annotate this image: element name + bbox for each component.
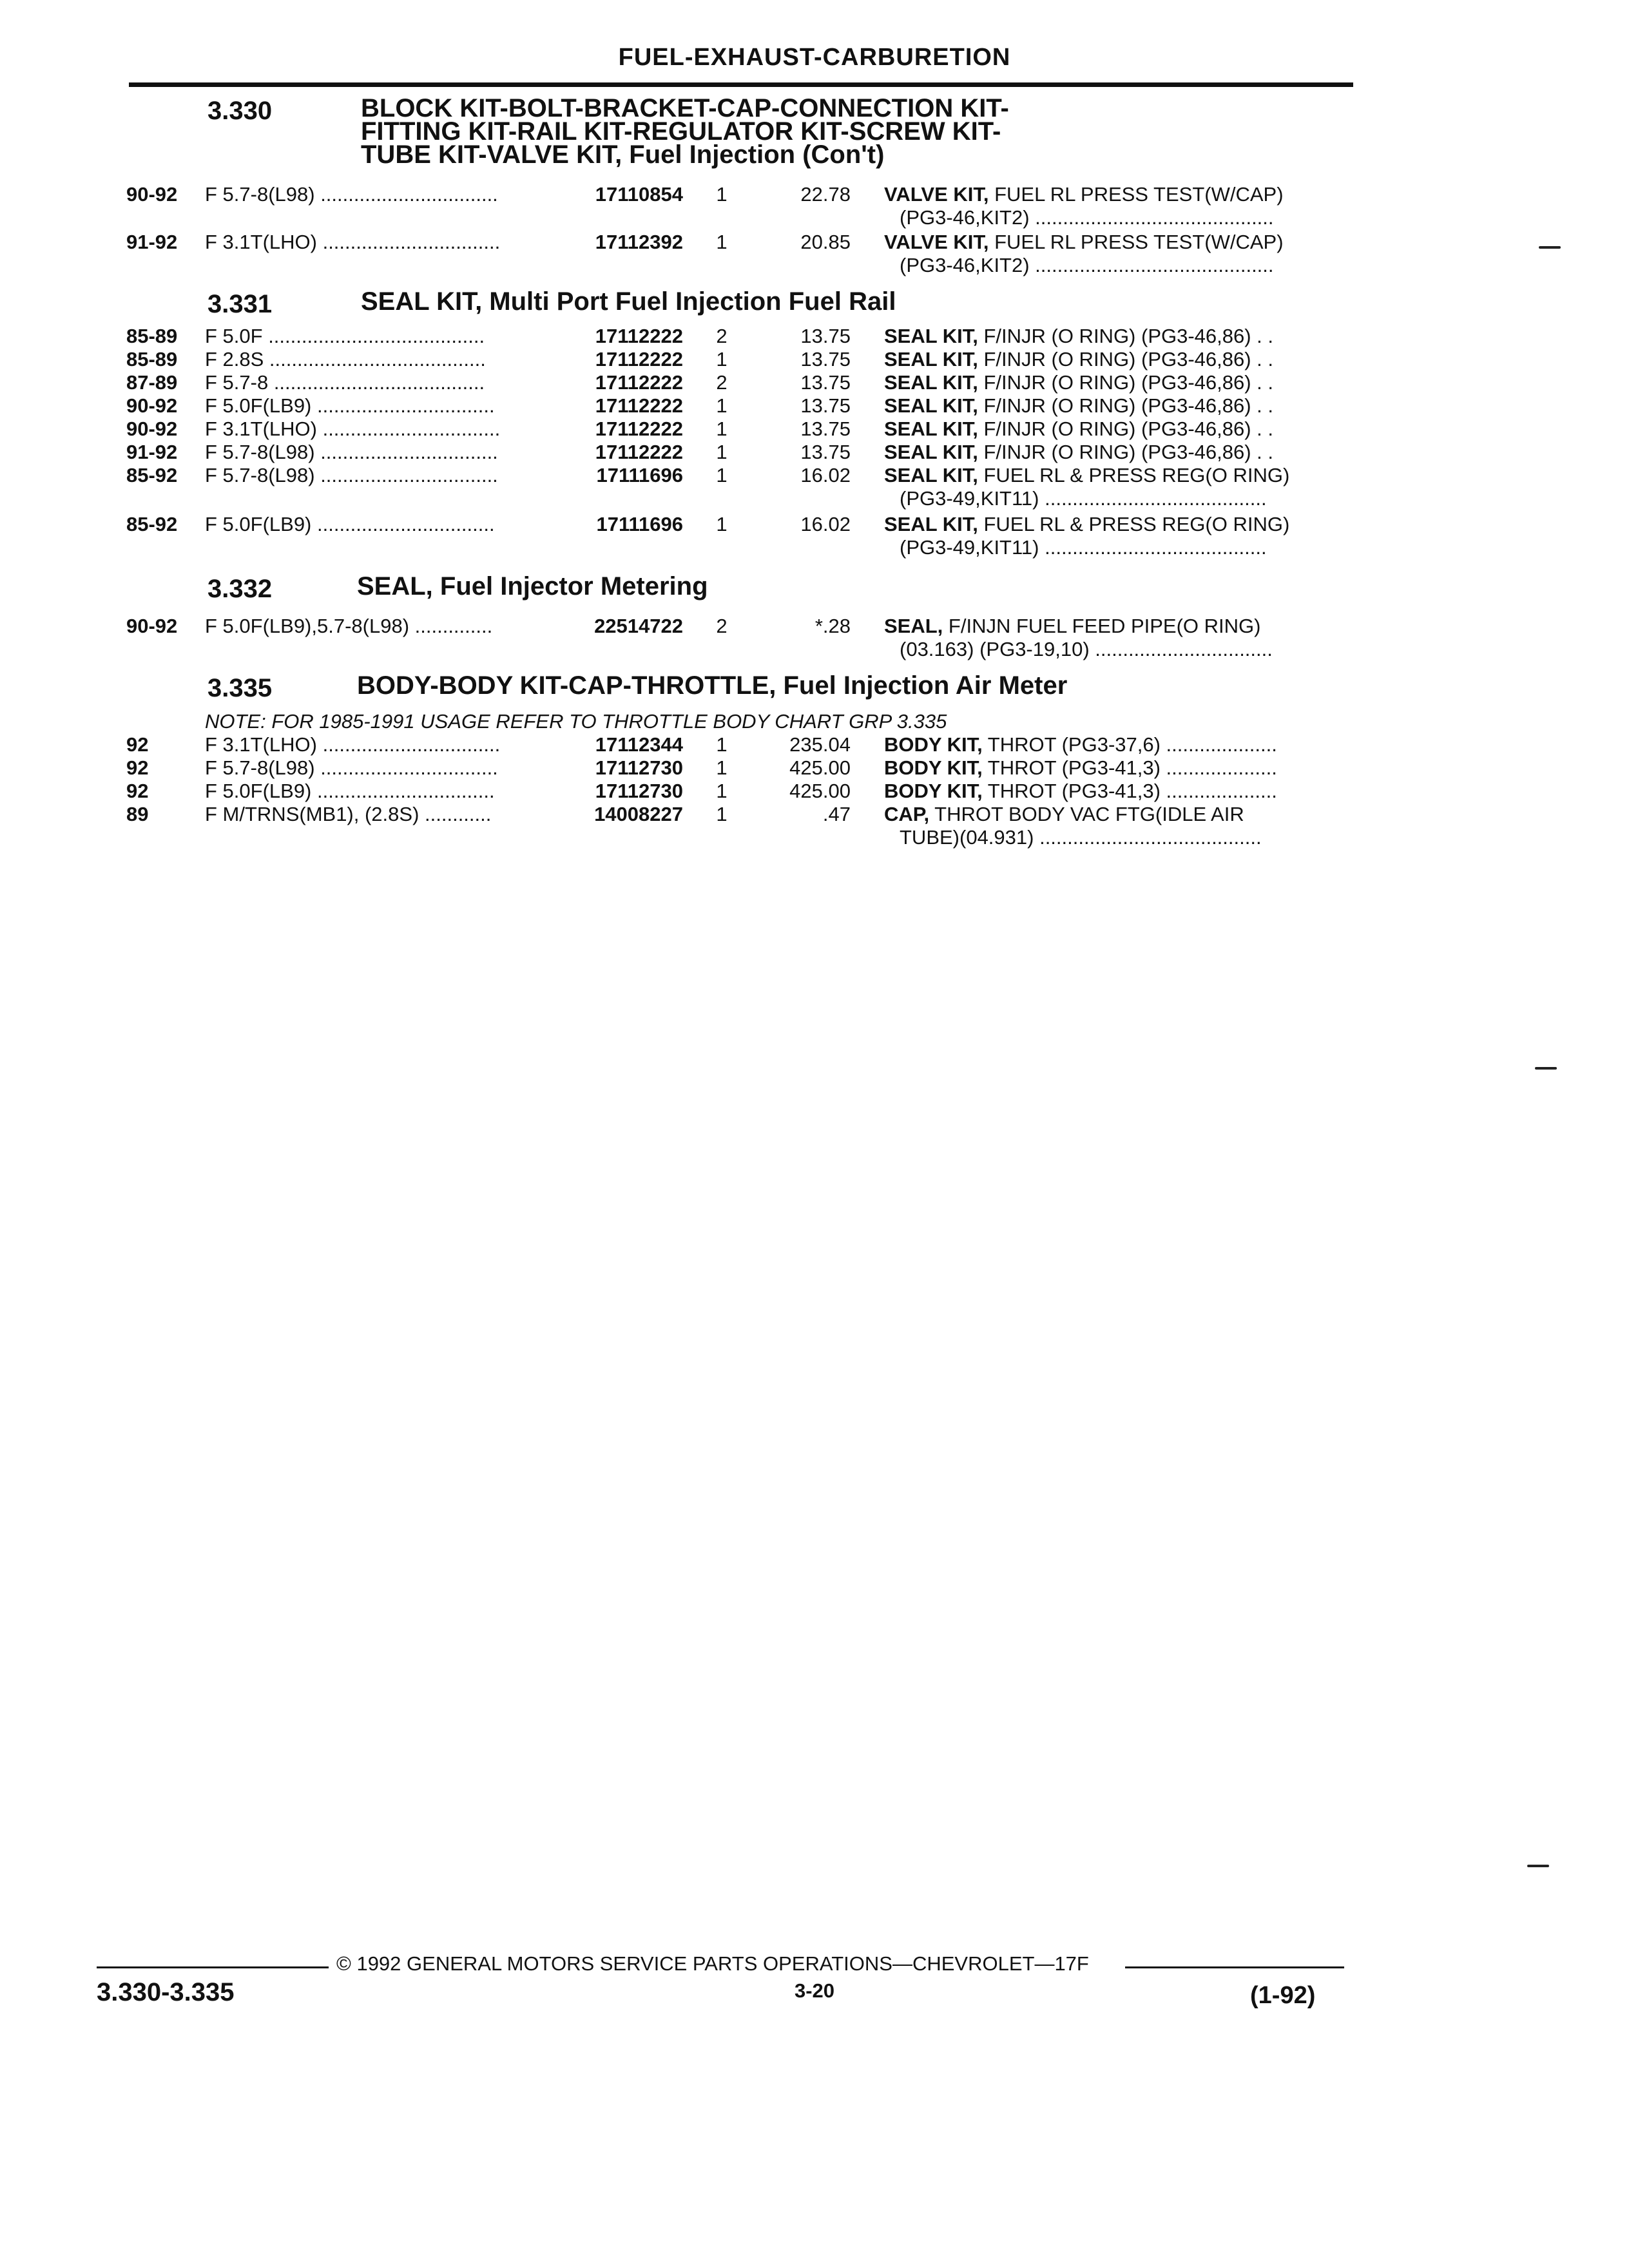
row-price: 13.75 [800,394,851,417]
row-price: 13.75 [800,348,851,370]
row-price: 16.02 [800,513,851,535]
row-part-number: 17112730 [595,756,683,779]
row-usage: F 2.8S ....................................... [205,348,486,370]
row-part-number: 17112222 [595,394,683,417]
row-part-name: SEAL KIT, [884,418,978,440]
row-part-number: 17112344 [595,733,683,756]
row-quantity: 1 [716,394,728,417]
section-title: SEAL, Fuel Injector Metering [357,572,708,601]
parts-row [0,441,1629,464]
row-years: 85-92 [126,513,178,535]
row-usage: F 3.1T(LHO) ................................ [205,733,501,756]
row-price: 425.00 [789,780,851,802]
row-part-name: VALVE KIT, [884,183,989,206]
row-quantity: 1 [716,780,728,802]
row-years: 85-92 [126,464,178,486]
row-part-number: 14008227 [594,803,683,825]
row-quantity: 1 [716,513,728,535]
row-usage: F 5.0F(LB9) ................................ [205,513,495,535]
row-quantity: 1 [716,803,728,825]
row-description-text: FUEL RL PRESS TEST(W/CAP) [988,231,1284,253]
row-years: 90-92 [126,418,178,440]
section-number: 3.331 [207,290,273,318]
row-part-name: SEAL, [884,615,943,637]
row-part-name: BODY KIT, [884,756,983,779]
row-part-number: 17112222 [595,418,683,440]
row-part-number: 17112222 [595,441,683,463]
row-description [884,513,1348,536]
row-description-text: THROT (PG3-41,3) .................... [982,756,1277,779]
row-part-number: 17112730 [595,780,683,802]
row-usage: F 5.7-8(L98) ................................ [205,756,498,779]
row-description-text: THROT BODY VAC FTG(IDLE AIR [929,803,1244,825]
row-years: 85-89 [126,325,178,347]
section-title-line: BLOCK KIT-BOLT-BRACKET-CAP-CONNECTION KIT- [361,94,1009,122]
row-quantity: 1 [716,348,728,370]
row-description-text: F/INJR (O RING) (PG3-46,86) . . [978,394,1274,417]
parts-row [0,231,1629,276]
row-part-number: 17111696 [596,513,683,535]
row-part-number: 22514722 [594,615,683,637]
row-years: 90-92 [126,615,178,637]
page-header-title: FUEL-EXHAUST-CARBURETION [618,44,1011,71]
parts-row [0,756,1629,780]
row-part-name: SEAL KIT, [884,371,978,394]
row-description [884,371,1348,394]
row-quantity: 2 [716,371,728,394]
row-description [884,183,1348,206]
row-description-cont: (PG3-46,KIT2) ........................................... [900,206,1274,229]
row-price: 235.04 [789,733,851,756]
row-description [884,348,1348,371]
row-price: 13.75 [800,371,851,394]
section-title: SEAL KIT, Multi Port Fuel Injection Fuel Rail [361,287,896,316]
row-quantity: 1 [716,231,728,253]
section-title: BODY-BODY KIT-CAP-THROTTLE, Fuel Injection Air Meter [357,671,1068,700]
row-description [884,231,1348,254]
row-part-number: 17112222 [595,348,683,370]
row-price: .47 [822,803,851,825]
parts-row [0,418,1629,441]
parts-row [0,348,1629,371]
row-description [884,803,1348,826]
row-description-text: F/INJN FUEL FEED PIPE(O RING) [943,615,1261,637]
row-part-name: SEAL KIT, [884,464,978,486]
section-number: 3.332 [207,575,273,603]
row-description [884,441,1348,464]
row-part-name: SEAL KIT, [884,325,978,347]
row-usage: F 5.7-8(L98) ................................ [205,464,498,486]
row-description-text: FUEL RL PRESS TEST(W/CAP) [988,183,1284,206]
row-description-text: F/INJR (O RING) (PG3-46,86) . . [978,441,1274,463]
row-years: 92 [126,733,149,756]
row-price: 16.02 [800,464,851,486]
row-quantity: 1 [716,418,728,440]
row-usage: F 5.7-8 ...................................... [205,371,485,394]
row-quantity: 1 [716,441,728,463]
row-part-number: 17112222 [595,325,683,347]
row-usage: F 3.1T(LHO) ................................ [205,418,501,440]
row-description-text: THROT (PG3-41,3) .................... [982,780,1277,802]
row-description [884,325,1348,348]
section-title [361,94,1237,169]
row-quantity: 2 [716,615,728,637]
row-part-name: SEAL KIT, [884,348,978,370]
row-part-name: SEAL KIT, [884,394,978,417]
row-quantity: 2 [716,325,728,347]
row-price: 22.78 [800,183,851,206]
row-part-name: BODY KIT, [884,733,983,756]
section-title-line: TUBE KIT-VALVE KIT, Fuel Injection (Con't) [361,140,885,169]
margin-mark [1527,1865,1549,1867]
row-description [884,464,1348,487]
row-description [884,756,1348,780]
section-number: 3.330 [207,97,273,125]
footer-section-range: 3.330-3.335 [97,1978,235,2006]
row-part-number: 17112222 [595,371,683,394]
row-years: 85-89 [126,348,178,370]
row-years: 87-89 [126,371,178,394]
row-description [884,418,1348,441]
row-part-name: BODY KIT, [884,780,983,802]
row-years: 92 [126,756,149,779]
footer-rule [97,1966,329,1968]
row-description-cont: (03.163) (PG3-19,10) ................................ [900,638,1273,660]
row-description [884,733,1348,756]
row-description-text: F/INJR (O RING) (PG3-46,86) . . [978,325,1274,347]
row-description-text: F/INJR (O RING) (PG3-46,86) . . [978,418,1274,440]
parts-row [0,733,1629,756]
row-usage: F 5.0F(LB9) ................................ [205,780,495,802]
row-price: 20.85 [800,231,851,253]
row-description [884,780,1348,803]
parts-row [0,325,1629,348]
section-number: 3.335 [207,674,273,702]
margin-mark [1535,1067,1557,1070]
row-years: 90-92 [126,183,178,206]
row-description-text: THROT (PG3-37,6) .................... [982,733,1277,756]
row-usage: F M/TRNS(MB1), (2.8S) ............ [205,803,492,825]
row-usage: F 5.7-8(L98) ................................ [205,183,498,206]
parts-row [0,513,1629,559]
row-quantity: 1 [716,733,728,756]
row-description-cont: (PG3-49,KIT11) ........................................ [900,536,1267,559]
parts-row [0,371,1629,394]
row-price: 425.00 [789,756,851,779]
row-years: 91-92 [126,441,178,463]
row-price: 13.75 [800,418,851,440]
row-usage: F 5.0F(LB9),5.7-8(L98) .............. [205,615,493,637]
parts-row [0,803,1629,849]
row-price: *.28 [815,615,851,637]
row-price: 13.75 [800,325,851,347]
row-description-cont: (PG3-46,KIT2) ........................................... [900,254,1274,276]
row-part-name: CAP, [884,803,930,825]
row-description-text: F/INJR (O RING) (PG3-46,86) . . [978,371,1274,394]
footer-page-number: 3-20 [794,1979,835,2002]
row-part-name: VALVE KIT, [884,231,989,253]
row-usage: F 5.7-8(L98) ................................ [205,441,498,463]
footer-date-code: (1-92) [1250,1982,1316,2009]
row-description-cont: TUBE)(04.931) ........................................ [900,826,1262,849]
footer-rule [1125,1966,1344,1968]
row-price: 13.75 [800,441,851,463]
row-part-number: 17111696 [596,464,683,486]
margin-mark [1539,246,1561,249]
row-part-name: SEAL KIT, [884,441,978,463]
row-part-name: SEAL KIT, [884,513,978,535]
row-description-text: F/INJR (O RING) (PG3-46,86) . . [978,348,1274,370]
parts-row [0,780,1629,803]
row-description-text: FUEL RL & PRESS REG(O RING) [978,513,1290,535]
row-years: 91-92 [126,231,178,253]
row-years: 89 [126,803,149,825]
parts-row [0,615,1629,660]
row-quantity: 1 [716,756,728,779]
row-quantity: 1 [716,464,728,486]
section-title-line: FITTING KIT-RAIL KIT-REGULATOR KIT-SCREW KIT- [361,117,1001,146]
row-years: 92 [126,780,149,802]
header-rule [129,82,1353,87]
row-description-text: FUEL RL & PRESS REG(O RING) [978,464,1290,486]
parts-row [0,464,1629,510]
row-usage: F 5.0F(LB9) ................................ [205,394,495,417]
parts-row [0,394,1629,418]
row-description [884,394,1348,418]
row-description-cont: (PG3-49,KIT11) ........................................ [900,487,1267,510]
row-usage: F 5.0F ....................................... [205,325,485,347]
section-note: NOTE: FOR 1985-1991 USAGE REFER TO THROTTLE BODY CHART GRP 3.335 [205,710,947,733]
row-usage: F 3.1T(LHO) ................................ [205,231,501,253]
parts-row [0,183,1629,229]
row-description [884,615,1348,638]
row-years: 90-92 [126,394,178,417]
row-part-number: 17112392 [595,231,683,253]
row-quantity: 1 [716,183,728,206]
footer-copyright: © 1992 GENERAL MOTORS SERVICE PARTS OPERATIONS—CHEVROLET—17F [336,1952,1089,1975]
row-part-number: 17110854 [595,183,683,206]
